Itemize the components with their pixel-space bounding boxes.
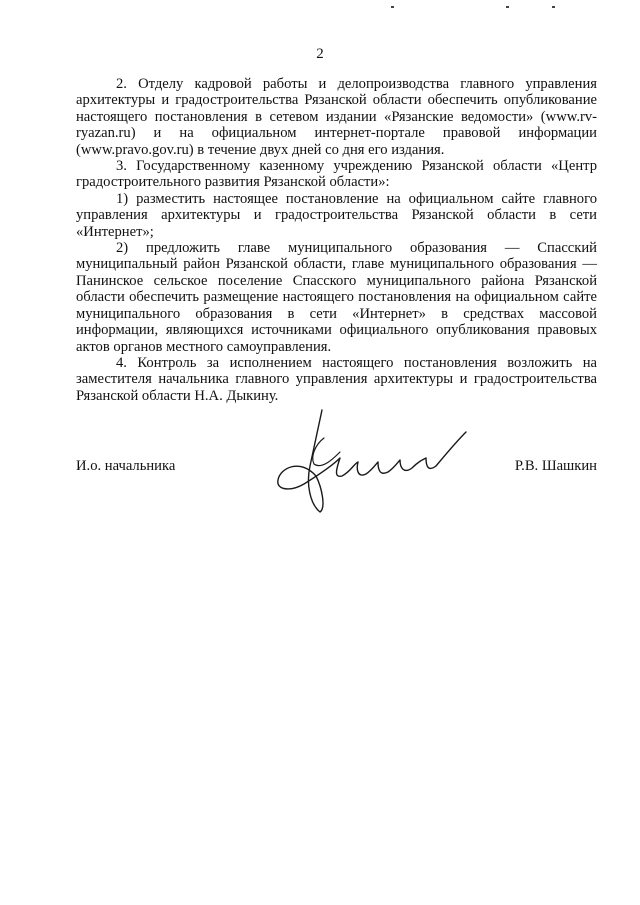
document-body (76, 76, 597, 404)
paragraph-3: 3. Государственному казенному учреждению Рязанской области «Центр градостроительного развития Рязанской области»: (76, 158, 597, 191)
paragraph-2: 2. Отделу кадровой работы и делопроизводства главного управления архитектуры и градостроительства Рязанской области обеспечить опубликование настоящего постановления в сетевом издании «Рязанские ведомости» (www.rv-ryazan.ru) и на официальном интернет-портале правовой информации (www.pravo.gov.ru) в течение двух дней со дня его издания. (76, 76, 597, 158)
scan-artifact (552, 6, 555, 8)
signatory-name: Р.В. Шашкин (514, 458, 597, 474)
paragraph-3-item-2: 2) предложить главе муниципального образования — Спасский муниципальный район Рязанской области, главе муниципального образования — Панинское сельское поселение Спасского муниципального района Рязанской области обеспечить размещение настоящего постановления на официальном сайте муниципального образования в сети «Интернет» в средствах массовой информации, являющихся источниками официального опубликования правовых актов органов местного самоуправления. (76, 240, 597, 355)
paragraph-3-item-1: 1) разместить настоящее постановление на официальном сайте главного управления архитектуры и градостроительства Рязанской области в сети «Интернет»; (76, 190, 597, 240)
signatory-position: И.о. начальника (76, 458, 176, 474)
scan-artifact (391, 6, 394, 8)
paragraph-4: 4. Контроль за исполнением настоящего постановления возложить на заместителя начальника главного управления архитектуры и градостроительства Рязанской области Н.А. Дыкину. (76, 354, 597, 404)
scan-artifact (506, 6, 509, 8)
handwritten-signature (270, 408, 470, 518)
page-number: 2 (316, 46, 324, 62)
